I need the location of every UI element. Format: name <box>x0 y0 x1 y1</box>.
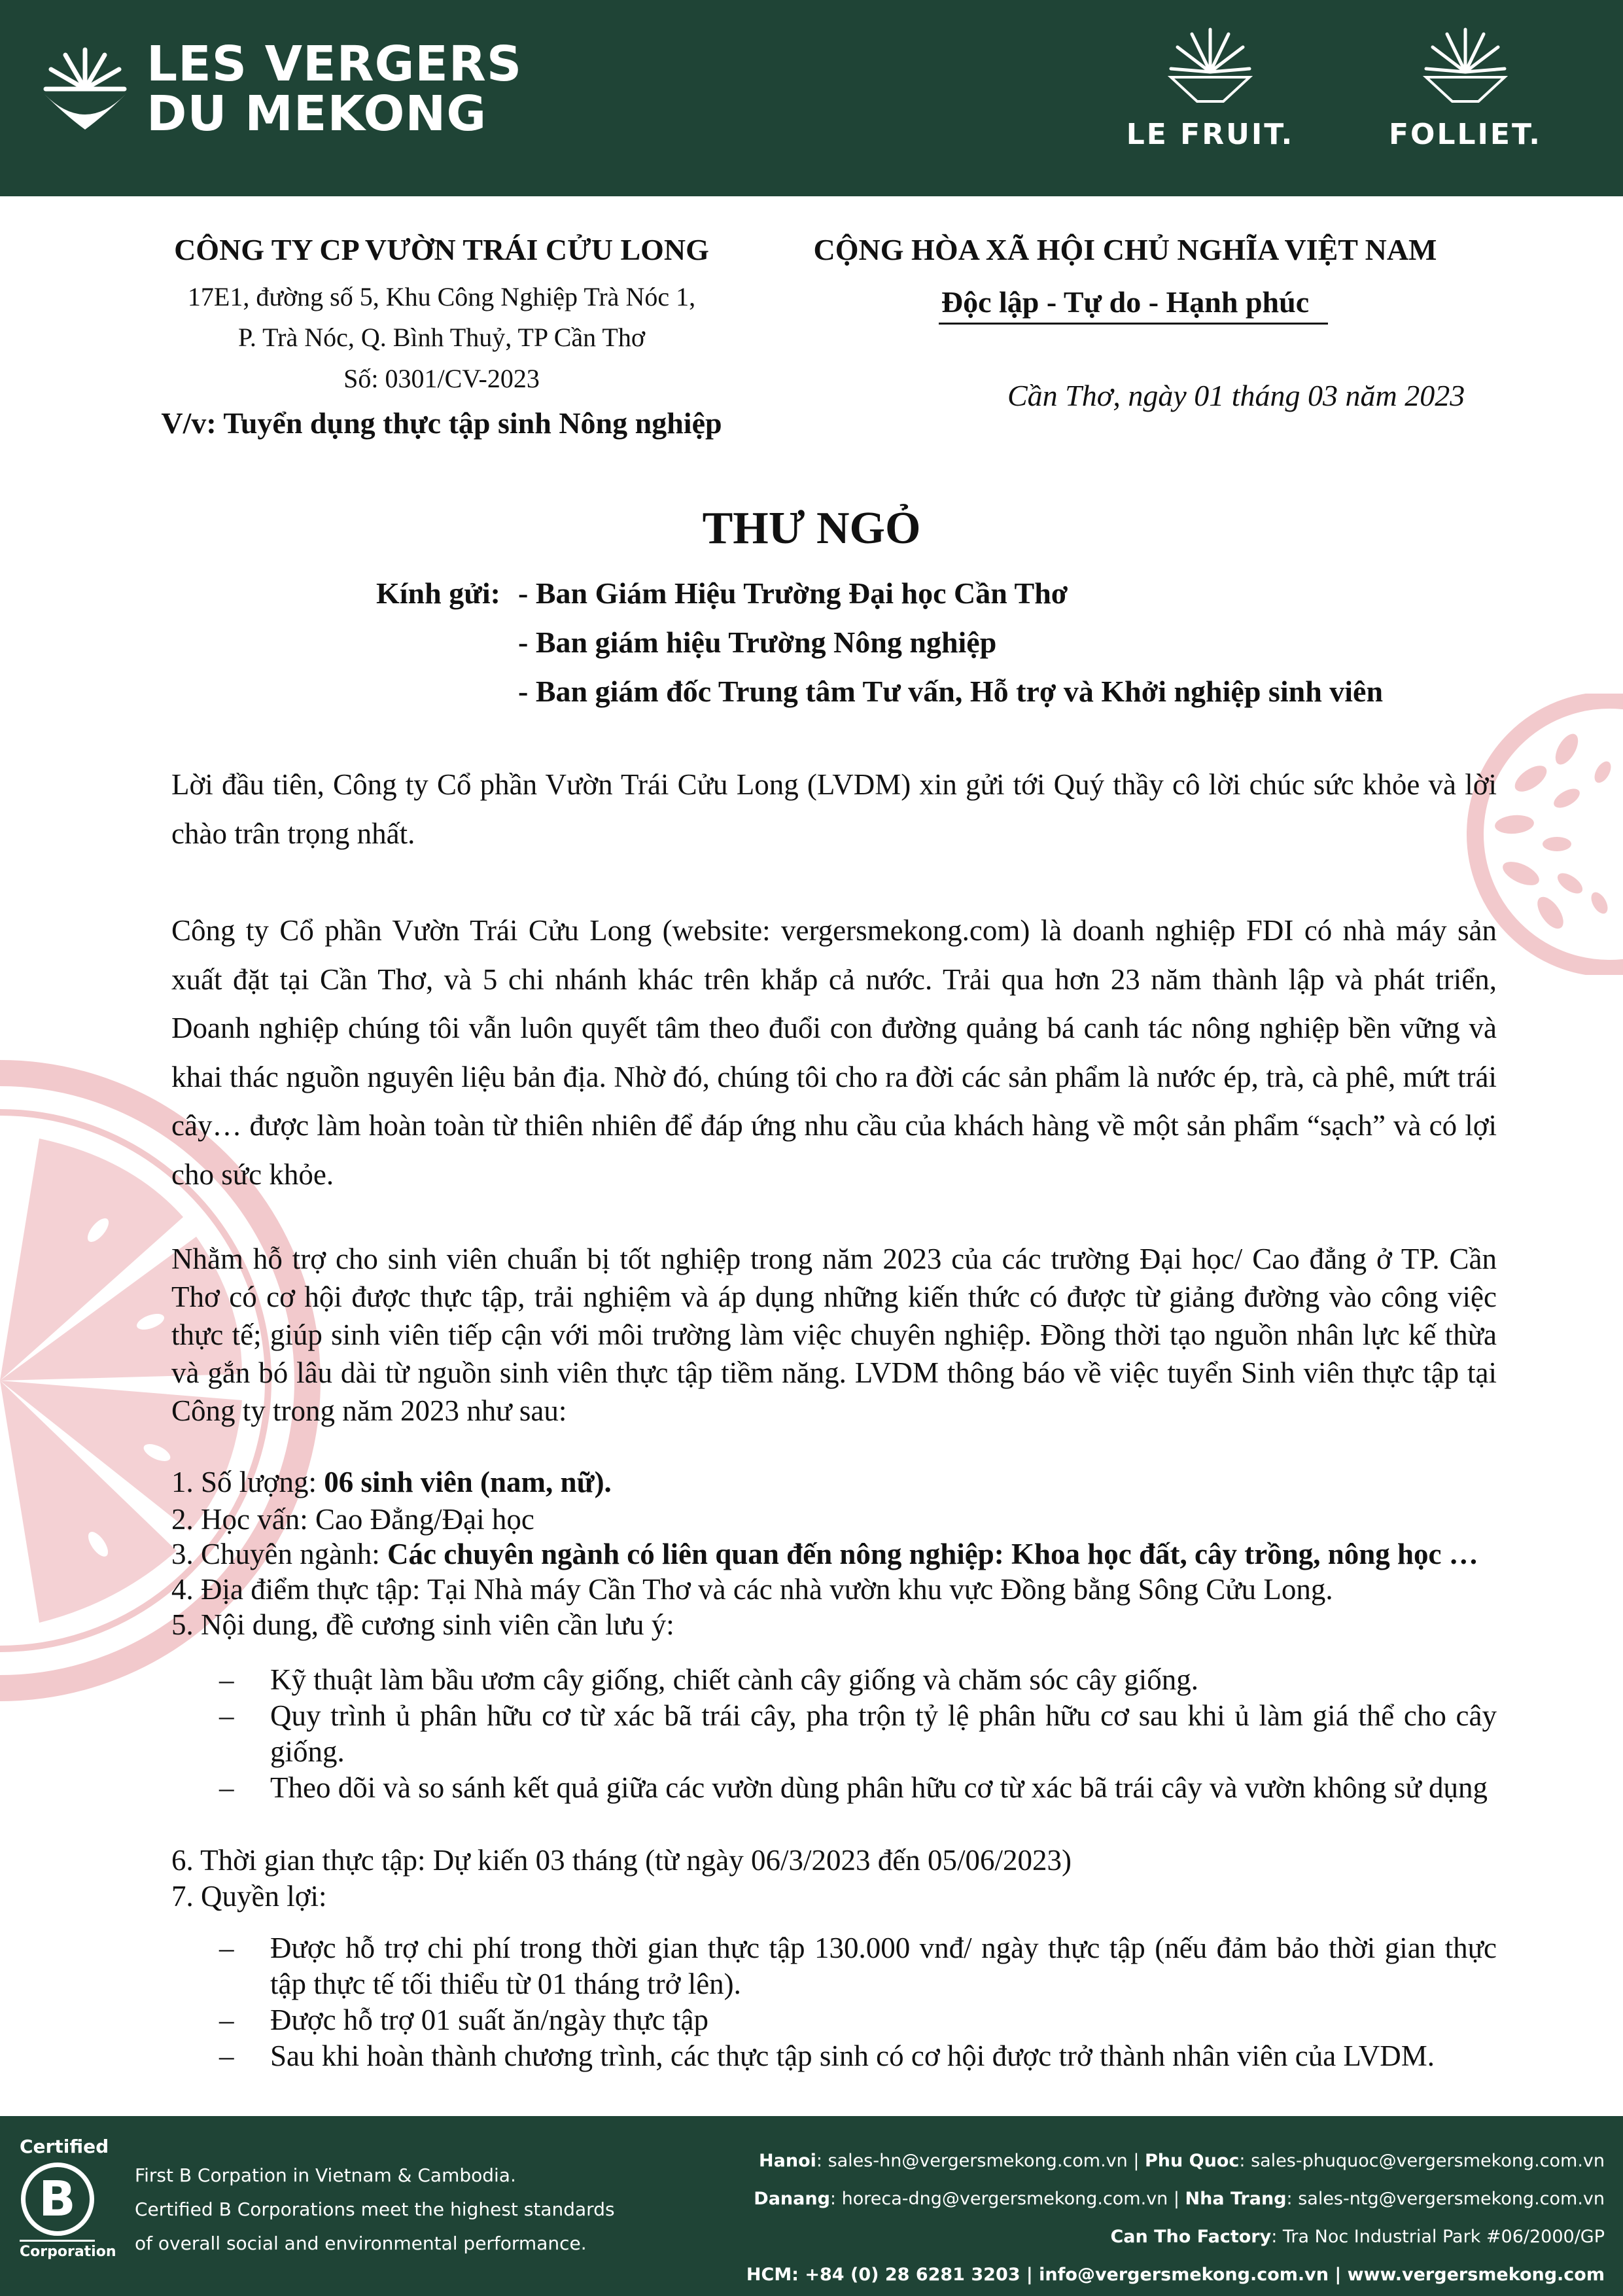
letter-date: Cần Thơ, ngày 01 tháng 03 năm 2023 <box>1007 379 1465 412</box>
recipient-3: - Ban giám đốc Trung tâm Tư vấn, Hỗ trợ và Khởi nghiệp sinh viên <box>518 675 1384 708</box>
sunburst-icon <box>1168 26 1253 105</box>
cert-bottom-label: Corporation <box>20 2240 95 2260</box>
list-item-value: Các chuyên ngành có liên quan đến nông nghiệp: Khoa học đất, cây trồng, nông học … <box>387 1538 1478 1570</box>
benefit-bullet-3 <box>219 2038 1497 2074</box>
national-motto: Độc lập - Tự do - Hạnh phúc <box>941 285 1310 319</box>
brand-line-2: DU MEKONG <box>147 86 487 142</box>
sun-flower-logo-icon <box>39 43 131 135</box>
document-number: Số: 0301/CV-2023 <box>343 364 540 393</box>
brand-line-1: LES VERGERS <box>147 36 523 92</box>
list-item-major <box>171 1538 1478 1570</box>
paragraph-company-intro: Công ty Cổ phần Vườn Trái Cửu Long (website: vergersmekong.com) là doanh nghiệp FDI có nhà máy sản xuất đặt tại Cần Thơ, và 5 chi nhánh khác trên khắp cả nước. Trải qua hơn 23 năm thành lập và phát triển, Doanh nghiệp chúng tôi vẫn luôn quyết tâm theo đuổi con đường quảng bá canh tác nông nghiệp bền vững và khai thác nguồn nguyên liệu bản địa. Nhờ đó, chúng tôi cho ra đời các sản phẩm là nước ép, trà, cà phê, mứt trái cây… được làm hoàn toàn từ thiên nhiên để đáp ứng nhu cầu của khách hàng về một sản phẩm “sạch” và có lợi cho sức khỏe. <box>171 914 1497 1191</box>
contact-value: : sales-hn@vergersmekong.com.vn | <box>816 2151 1145 2171</box>
contact-value: : sales-ntg@vergersmekong.com.vn <box>1286 2189 1605 2209</box>
contact-city-label: Phu Quoc <box>1145 2151 1240 2171</box>
list-item-education: 2. Học vấn: Cao Đẳng/Đại học <box>171 1503 534 1536</box>
republic-name: CỘNG HÒA XÃ HỘI CHỦ NGHĨA VIỆT NAM <box>813 233 1437 266</box>
b-corp-icon: B <box>21 2163 94 2236</box>
bullet-text: Được hỗ trợ 01 suất ăn/ngày thực tập <box>270 2004 708 2036</box>
dash-bullet: – <box>219 1932 234 1964</box>
list-item-location: 4. Địa điểm thực tập: Tại Nhà máy Cần Thơ và các nhà vườn khu vực Đồng bằng Sông Cửu Long. <box>171 1573 1333 1606</box>
company-name: CÔNG TY CP VƯỜN TRÁI CỬU LONG <box>174 233 709 266</box>
contact-value: : horeca-dng@vergersmekong.com.vn | <box>829 2189 1185 2209</box>
benefit-bullet-1 <box>219 1930 1497 2002</box>
folliet-logo <box>1361 26 1570 151</box>
contact-value: : sales-phuquoc@vergersmekong.com.vn <box>1239 2151 1605 2171</box>
le-fruit-logo <box>1112 26 1308 151</box>
bullet-text: Sau khi hoàn thành chương trình, các thực tập sinh có cơ hội được trở thành nhân viên của LVDM. <box>270 2040 1435 2072</box>
list-item-benefits: 7. Quyền lợi: <box>171 1880 327 1913</box>
content-bullet-3 <box>219 1770 1497 1806</box>
statement-line-3: of overall social and environmental performance. <box>135 2233 587 2254</box>
paragraph-greeting: Lời đầu tiên, Công ty Cổ phần Vườn Trái Cửu Long (LVDM) xin gửi tới Quý thầy cô lời chúc sức khỏe và lời chào trân trọng nhất. <box>171 768 1497 850</box>
list-item-value: 06 sinh viên (nam, nữ). <box>324 1466 612 1498</box>
contact-value: : Tra Noc Industrial Park #06/2000/GP <box>1271 2227 1605 2247</box>
contact-city-label: Nha Trang <box>1185 2189 1287 2209</box>
motto-underline <box>939 323 1328 325</box>
bullet-text: Quy trình ủ phân hữu cơ từ xác bã trái cây, pha trộn tỷ lệ phân hữu cơ sau khi ủ làm giá thể cho cây giống. <box>270 1699 1497 1768</box>
list-item-duration: 6. Thời gian thực tập: Dự kiến 03 tháng (từ ngày 06/3/2023 đến 05/06/2023) <box>171 1844 1072 1877</box>
b-corp-badge <box>20 2136 116 2260</box>
bullet-text: Được hỗ trợ chi phí trong thời gian thực tập 130.000 vnđ/ ngày thực tập (nếu đảm bảo thời gian thực tập thực tế tối thiểu từ 01 tháng trở lên). <box>270 1932 1497 2000</box>
sunburst-icon <box>1423 26 1508 105</box>
bullet-text: Theo dõi và so sánh kết quả giữa các vườn dùng phân hữu cơ từ xác bã trái cây và vườn không sử dụng <box>270 1771 1488 1804</box>
bullet-text: Kỹ thuật làm bầu ươm cây giống, chiết cành cây giống và chăm sóc cây giống. <box>270 1663 1199 1696</box>
cert-top-label: Certified <box>20 2136 109 2157</box>
b-corp-statement <box>135 2159 615 2261</box>
recipient-1: - Ban Giám Hiệu Trường Đại học Cần Thơ <box>518 576 1068 610</box>
contact-line-3 <box>746 2218 1605 2256</box>
list-item-quantity <box>171 1466 612 1498</box>
contact-city-label: Danang <box>754 2189 830 2209</box>
statement-line-1: First B Corpation in Vietnam & Cambodia. <box>135 2164 516 2186</box>
dash-bullet: – <box>219 2004 234 2036</box>
list-item-content: 5. Nội dung, đề cương sinh viên cần lưu ý: <box>171 1608 674 1641</box>
brand-logo <box>39 36 523 142</box>
content-bullet-2 <box>219 1698 1497 1770</box>
folliet-label: FOLLIET. <box>1388 118 1542 151</box>
letterhead-banner <box>0 0 1623 196</box>
company-address-line-1: 17E1, đường số 5, Khu Công Nghiệp Trà Nóc 1, <box>187 282 696 311</box>
contact-info <box>746 2142 1605 2294</box>
benefit-bullet-2 <box>219 2002 1497 2038</box>
paragraph-recruitment-purpose: Nhằm hỗ trợ cho sinh viên chuẩn bị tốt nghiệp trong năm 2023 của các trường Đại học/ Cao đẳng ở TP. Cần Thơ có cơ hội được thực tập, trải nghiệm và áp dụng những kiến thức có được từ giảng đường vào công việc thực tế; giúp sinh viên tiếp cận với môi trường làm việc chuyên nghiệp. Đồng thời tạo nguồn nhân lực kế thừa và gắn bó lâu dài từ nguồn sinh viên thực tập tiềm năng. LVDM thông báo về việc tuyển Sinh viên thực tập tại Công ty trong năm 2023 như sau: <box>171 1243 1497 1427</box>
recipients-label: Kính gửi: <box>376 576 500 610</box>
company-address-line-2: P. Trà Nóc, Q. Bình Thuỷ, TP Cần Thơ <box>238 323 645 352</box>
letterhead-footer <box>0 2116 1623 2296</box>
list-item-label: 3. Chuyên ngành: <box>171 1538 387 1570</box>
statement-line-2: Certified B Corporations meet the highest standards <box>135 2199 615 2220</box>
dash-bullet: – <box>219 1663 234 1696</box>
contact-line-2 <box>746 2180 1605 2218</box>
contact-city-label: Hanoi <box>759 2151 816 2171</box>
contact-city-label: Can Tho Factory <box>1110 2227 1272 2247</box>
dash-bullet: – <box>219 2040 234 2072</box>
contact-line-1 <box>746 2142 1605 2180</box>
letter-title: THƯ NGỎ <box>702 503 921 554</box>
le-fruit-label: LE FRUIT. <box>1126 118 1295 151</box>
document-subject: V/v: Tuyển dụng thực tập sinh Nông nghiệp <box>161 406 722 440</box>
dash-bullet: – <box>219 1699 234 1732</box>
recipient-2: - Ban giám hiệu Trường Nông nghiệp <box>518 626 997 659</box>
contact-line-4: HCM: +84 (0) 28 6281 3203 | info@vergersmekong.com.vn | www.vergersmekong.com <box>746 2265 1605 2285</box>
list-item-label: 1. Số lượng: <box>171 1466 324 1498</box>
dash-bullet: – <box>219 1771 234 1804</box>
content-bullet-1 <box>219 1662 1497 1698</box>
